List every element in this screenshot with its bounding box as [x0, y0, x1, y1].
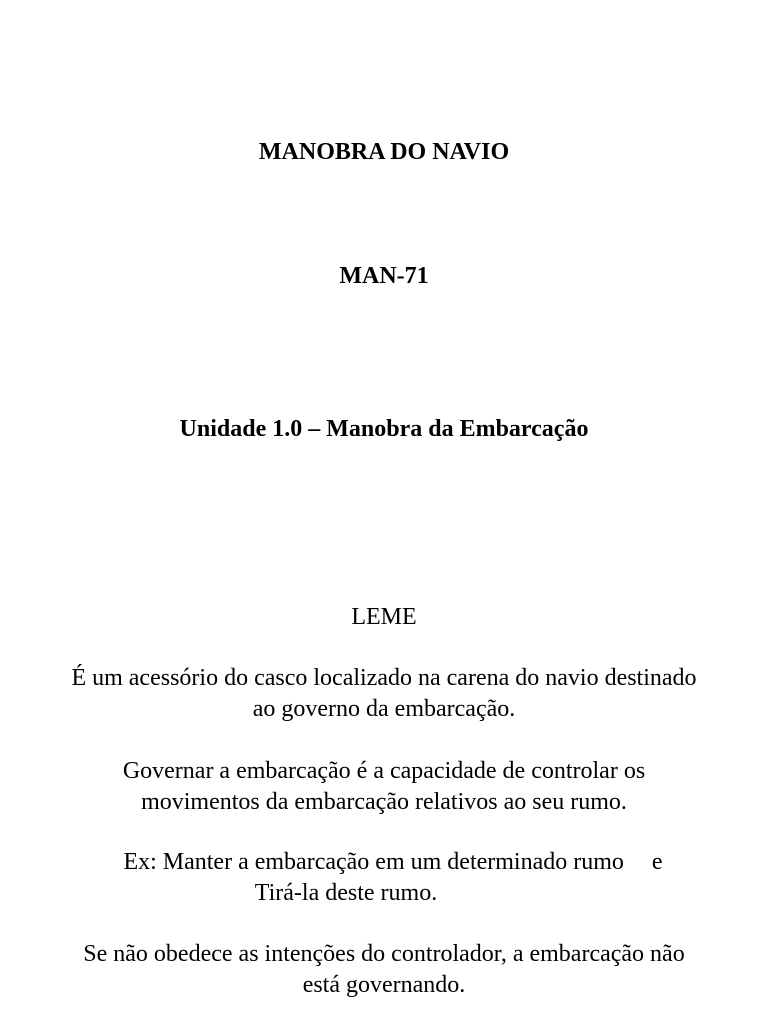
unit-heading: Unidade 1.0 – Manobra da Embarcação — [179, 416, 589, 442]
section-heading: LEME — [351, 604, 417, 630]
paragraph-governing — [0, 756, 768, 818]
paragraph-definition — [0, 663, 768, 725]
example-main-text: Ex: Manter a embarcação em um determinado rumo — [123, 849, 624, 875]
example-conjunction: e — [651, 849, 663, 875]
paragraph-line: Se não obedece as intenções do controlador, a embarcação não — [83, 941, 685, 967]
paragraph-not-governing — [0, 939, 768, 1001]
paragraph-line: Governar a embarcação é a capacidade de controlar os — [122, 758, 646, 784]
paragraph-example — [0, 847, 768, 909]
document-title: MANOBRA DO NAVIO — [258, 139, 510, 165]
paragraph-line: está governando. — [302, 972, 466, 998]
paragraph-line: É um acessório do casco localizado na carena do navio destinado — [71, 665, 697, 691]
example-line-1 — [9, 847, 768, 878]
paragraph-line: ao governo da embarcação. — [252, 696, 516, 722]
example-line-2: Tirá-la deste rumo. — [254, 880, 438, 906]
document-code: MAN-71 — [339, 263, 429, 289]
paragraph-line: movimentos da embarcação relativos ao seu rumo. — [141, 789, 627, 815]
